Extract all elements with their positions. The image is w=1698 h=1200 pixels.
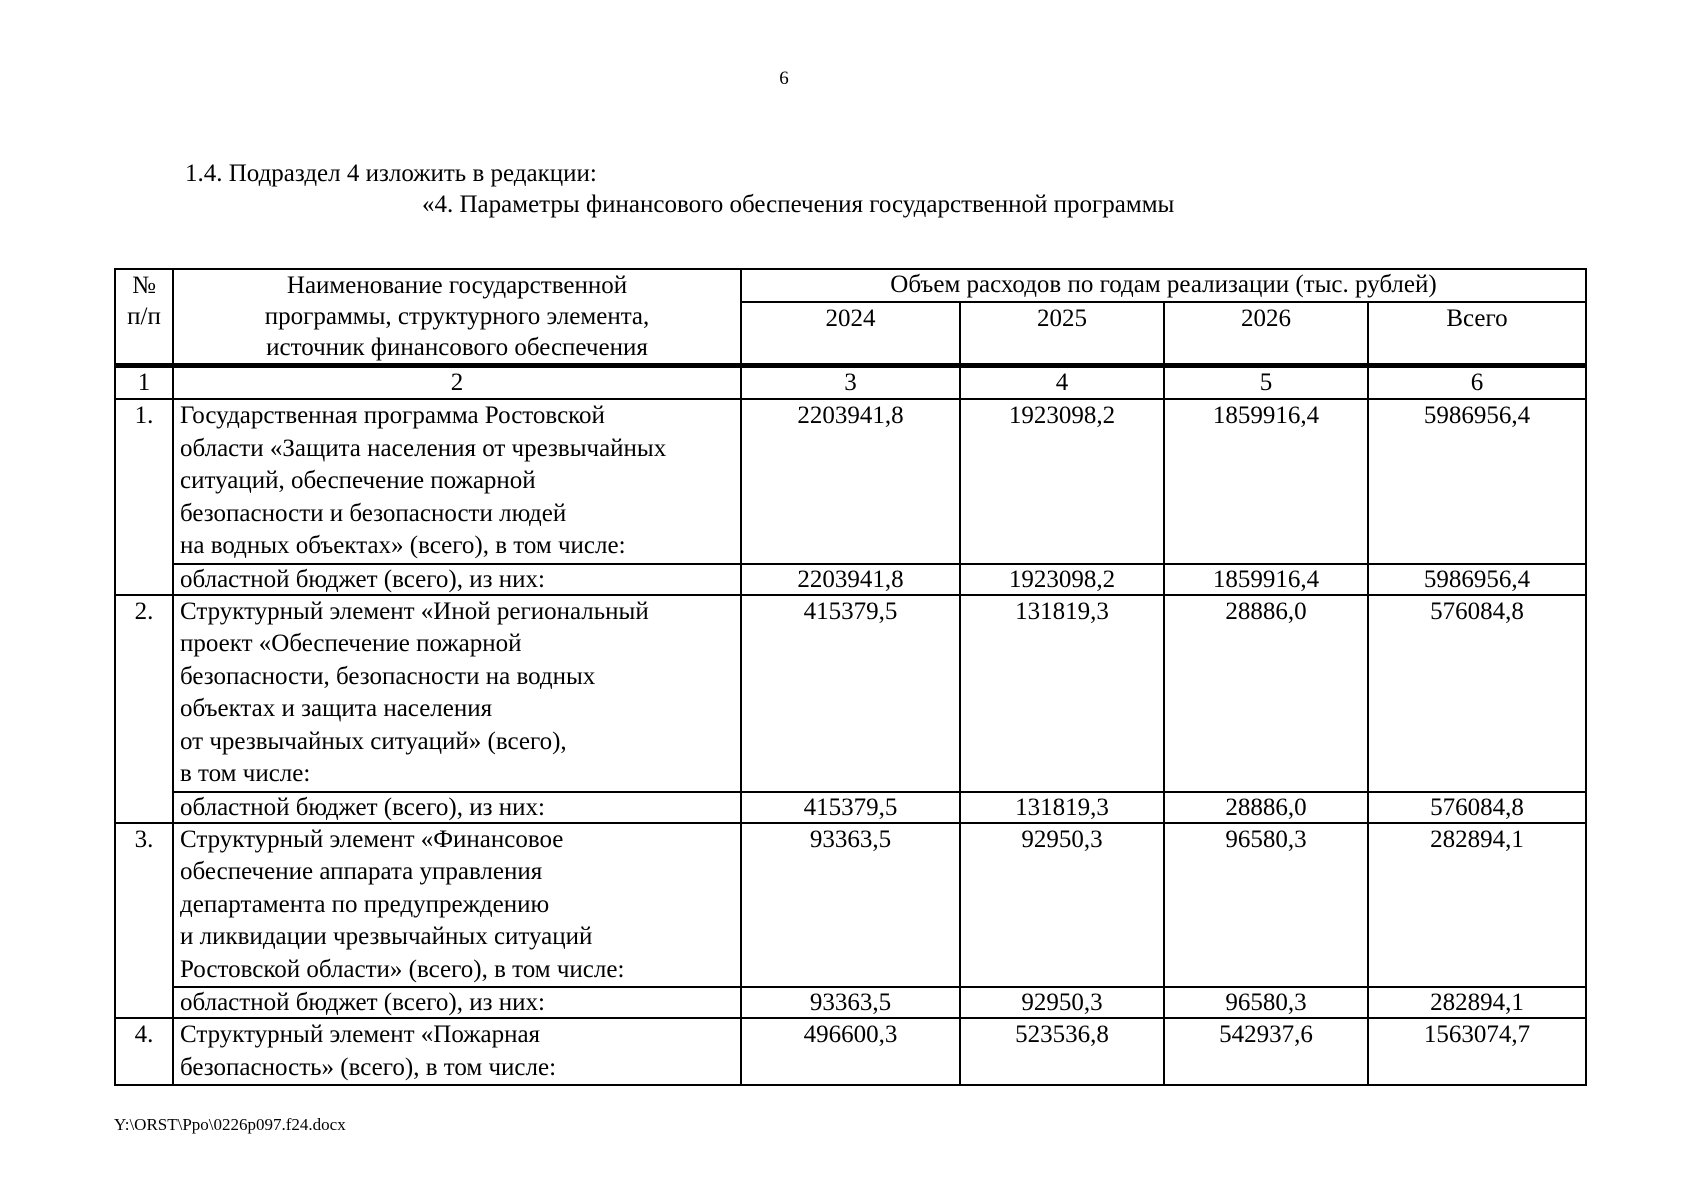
- table-row: [115, 399, 1586, 564]
- section-heading: «4. Параметры финансового обеспечения государственной программы: [422, 191, 1175, 218]
- page-number: 6: [779, 68, 789, 89]
- row-number: 3.: [115, 823, 173, 1019]
- value-2025: 523536,8: [960, 1018, 1164, 1085]
- table-subrow: [115, 564, 1586, 595]
- row-number: 4.: [115, 1018, 173, 1085]
- row-name: Структурный элемент «Пожарная безопасность» (всего), в том числе:: [173, 1018, 741, 1085]
- value-2025: 1923098,2: [960, 564, 1164, 595]
- value-2025: 1923098,2: [960, 399, 1164, 564]
- header-name: Наименование государственной программы, структурного элемента, источник финансового обеспечения: [173, 269, 741, 366]
- value-total: 5986956,4: [1368, 564, 1586, 595]
- value-2025: 92950,3: [960, 987, 1164, 1018]
- column-number: 1: [115, 366, 173, 400]
- row-number: 1.: [115, 399, 173, 595]
- value-2026: 96580,3: [1164, 823, 1368, 988]
- value-2024: 415379,5: [741, 595, 960, 792]
- column-number: 4: [960, 366, 1164, 400]
- column-number: 2: [173, 366, 741, 400]
- value-total: 282894,1: [1368, 987, 1586, 1018]
- value-2026: 28886,0: [1164, 792, 1368, 823]
- financing-table: [114, 268, 1587, 1086]
- column-number: 5: [1164, 366, 1368, 400]
- amendment-intro: 1.4. Подраздел 4 изложить в редакции:: [185, 160, 597, 187]
- value-2026: 96580,3: [1164, 987, 1368, 1018]
- row-name: Структурный элемент «Финансовое обеспечение аппарата управления департамента по предупреждению и ликвидации чрезвычайных ситуаций Ростовской области» (всего), в том числе:: [173, 823, 741, 988]
- table-subrow: [115, 792, 1586, 823]
- column-number: 3: [741, 366, 960, 400]
- value-total: 576084,8: [1368, 792, 1586, 823]
- column-number: 6: [1368, 366, 1586, 400]
- header-year: 2026: [1164, 302, 1368, 366]
- value-2025: 131819,3: [960, 595, 1164, 792]
- row-source-name: областной бюджет (всего), из них:: [173, 987, 741, 1018]
- value-2026: 542937,6: [1164, 1018, 1368, 1085]
- row-source-name: областной бюджет (всего), из них:: [173, 792, 741, 823]
- header-total: Всего: [1368, 302, 1586, 366]
- row-name: Структурный элемент «Иной региональный проект «Обеспечение пожарной безопасности, безопасности на водных объектах и защита населения от чрезвычайных ситуаций» (всего), в том числе:: [173, 595, 741, 792]
- file-path-footer: Y:\ORST\Ppo\0226p097.f24.docx: [114, 1115, 346, 1134]
- table-row: [115, 595, 1586, 792]
- value-2026: 1859916,4: [1164, 564, 1368, 595]
- value-2025: 92950,3: [960, 823, 1164, 988]
- value-2025: 131819,3: [960, 792, 1164, 823]
- row-number: 2.: [115, 595, 173, 823]
- header-year: 2024: [741, 302, 960, 366]
- header-year: 2025: [960, 302, 1164, 366]
- row-source-name: областной бюджет (всего), из них:: [173, 564, 741, 595]
- value-2024: 2203941,8: [741, 564, 960, 595]
- value-total: 1563074,7: [1368, 1018, 1586, 1085]
- header-expenditure-group: Объем расходов по годам реализации (тыс. рублей): [741, 269, 1586, 302]
- value-total: 576084,8: [1368, 595, 1586, 792]
- value-2026: 28886,0: [1164, 595, 1368, 792]
- value-total: 5986956,4: [1368, 399, 1586, 564]
- table-subrow: [115, 987, 1586, 1018]
- table-row: [115, 823, 1586, 988]
- value-2024: 415379,5: [741, 792, 960, 823]
- row-name: Государственная программа Ростовской области «Защита населения от чрезвычайных ситуаций, обеспечение пожарной безопасности и безопасности людей на водных объектах» (всего), в том числе:: [173, 399, 741, 564]
- value-2026: 1859916,4: [1164, 399, 1368, 564]
- value-2024: 2203941,8: [741, 399, 960, 564]
- value-2024: 93363,5: [741, 823, 960, 988]
- value-2024: 93363,5: [741, 987, 960, 1018]
- table-row: [115, 1018, 1586, 1085]
- value-total: 282894,1: [1368, 823, 1586, 988]
- header-num: № п/п: [115, 269, 173, 366]
- value-2024: 496600,3: [741, 1018, 960, 1085]
